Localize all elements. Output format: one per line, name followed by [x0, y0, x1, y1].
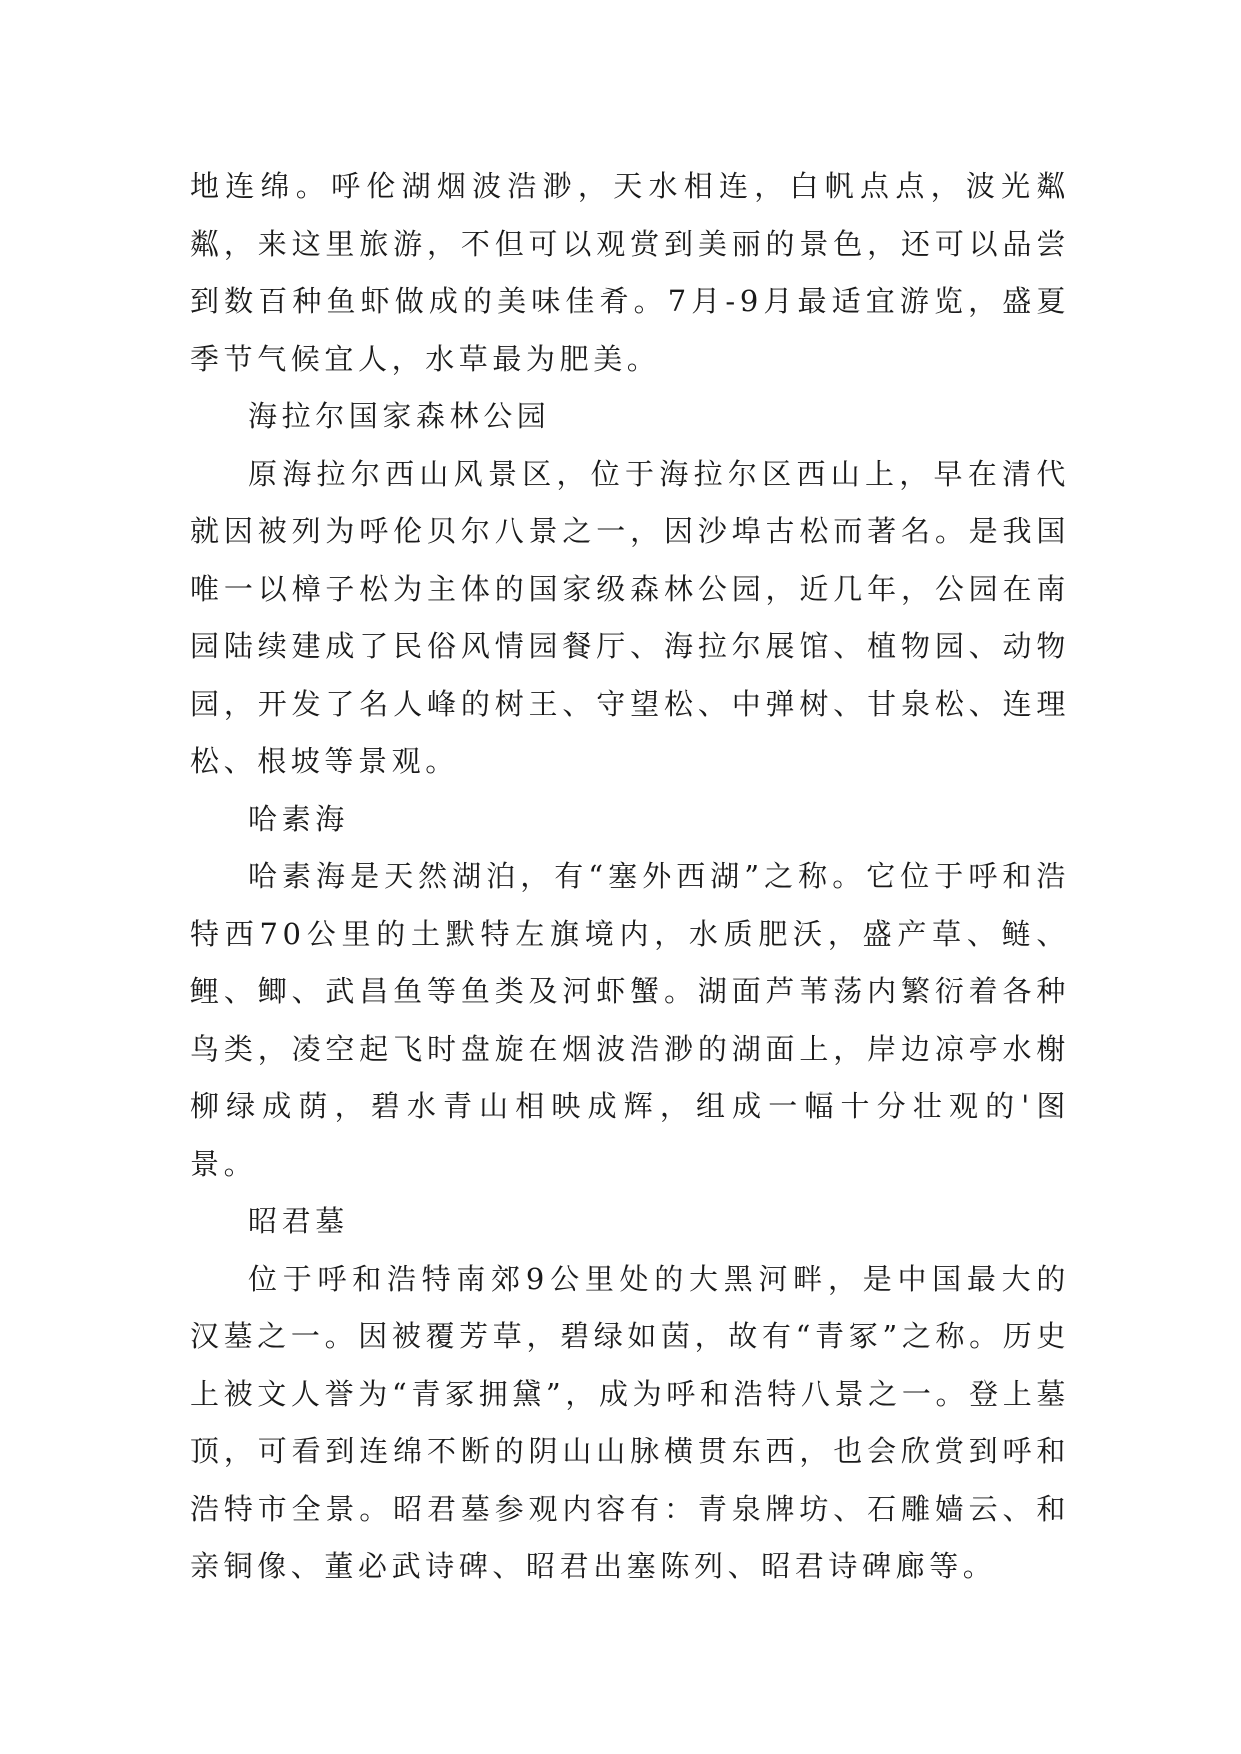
paragraph-hailar-forest-park: 原海拉尔西山风景区，位于海拉尔区西山上，早在清代就因被列为呼伦贝尔八景之一，因沙埠古松而著名。是我国唯一以樟子松为主体的国家级森林公园，近几年，公园在南园陆续建成了民俗风情园餐厅、海拉尔展馆、植物园、动物园，开发了名人峰的树王、守望松、中弹树、甘泉松、连理松、根坡等景观。 — [190, 456, 1070, 778]
heading-hailar-forest-park: 海拉尔国家森林公园 — [248, 399, 551, 433]
heading-zhaojun-tomb: 昭君墓 — [248, 1204, 349, 1238]
document-body — [190, 158, 1070, 1596]
paragraph-zhaojun-tomb: 位于呼和浩特南郊9公里处的大黑河畔，是中国最大的汉墓之一。因被覆芳草，碧绿如茵，故有“青冢”之称。历史上被文人誉为“青冢拥黛”，成为呼和浩特八景之一。登上墓顶，可看到连绵不断的阴山山脉横贯东西，也会欣赏到呼和浩特市全景。昭君墓参观内容有：青泉牌坊、石雕嫱云、和亲铜像、董必武诗碑、昭君出塞陈列、昭君诗碑廊等。 — [190, 1261, 1070, 1583]
heading-hasu-lake: 哈素海 — [248, 801, 349, 836]
paragraph-hulun-lake-continued: 地连绵。呼伦湖烟波浩渺，天水相连，白帆点点，波光粼粼，来这里旅游，不但可以观赏到美丽的景色，还可以品尝到数百种鱼虾做成的美味佳肴。7月-9月最适宜游览，盛夏季节气候宜人，水草最为肥美。 — [190, 169, 1070, 376]
paragraph-hasu-lake: 哈素海是天然湖泊，有“塞外西湖”之称。它位于呼和浩特西70公里的土默特左旗境内，水质肥沃，盛产草、鲢、鲤、鲫、武昌鱼等鱼类及河虾蟹。湖面芦苇荡内繁衍着各种鸟类，凌空起飞时盘旋在烟波浩渺的湖面上，岸边凉亭水榭柳绿成荫，碧水青山相映成辉，组成一幅十分壮观的'图景。 — [190, 859, 1070, 1181]
